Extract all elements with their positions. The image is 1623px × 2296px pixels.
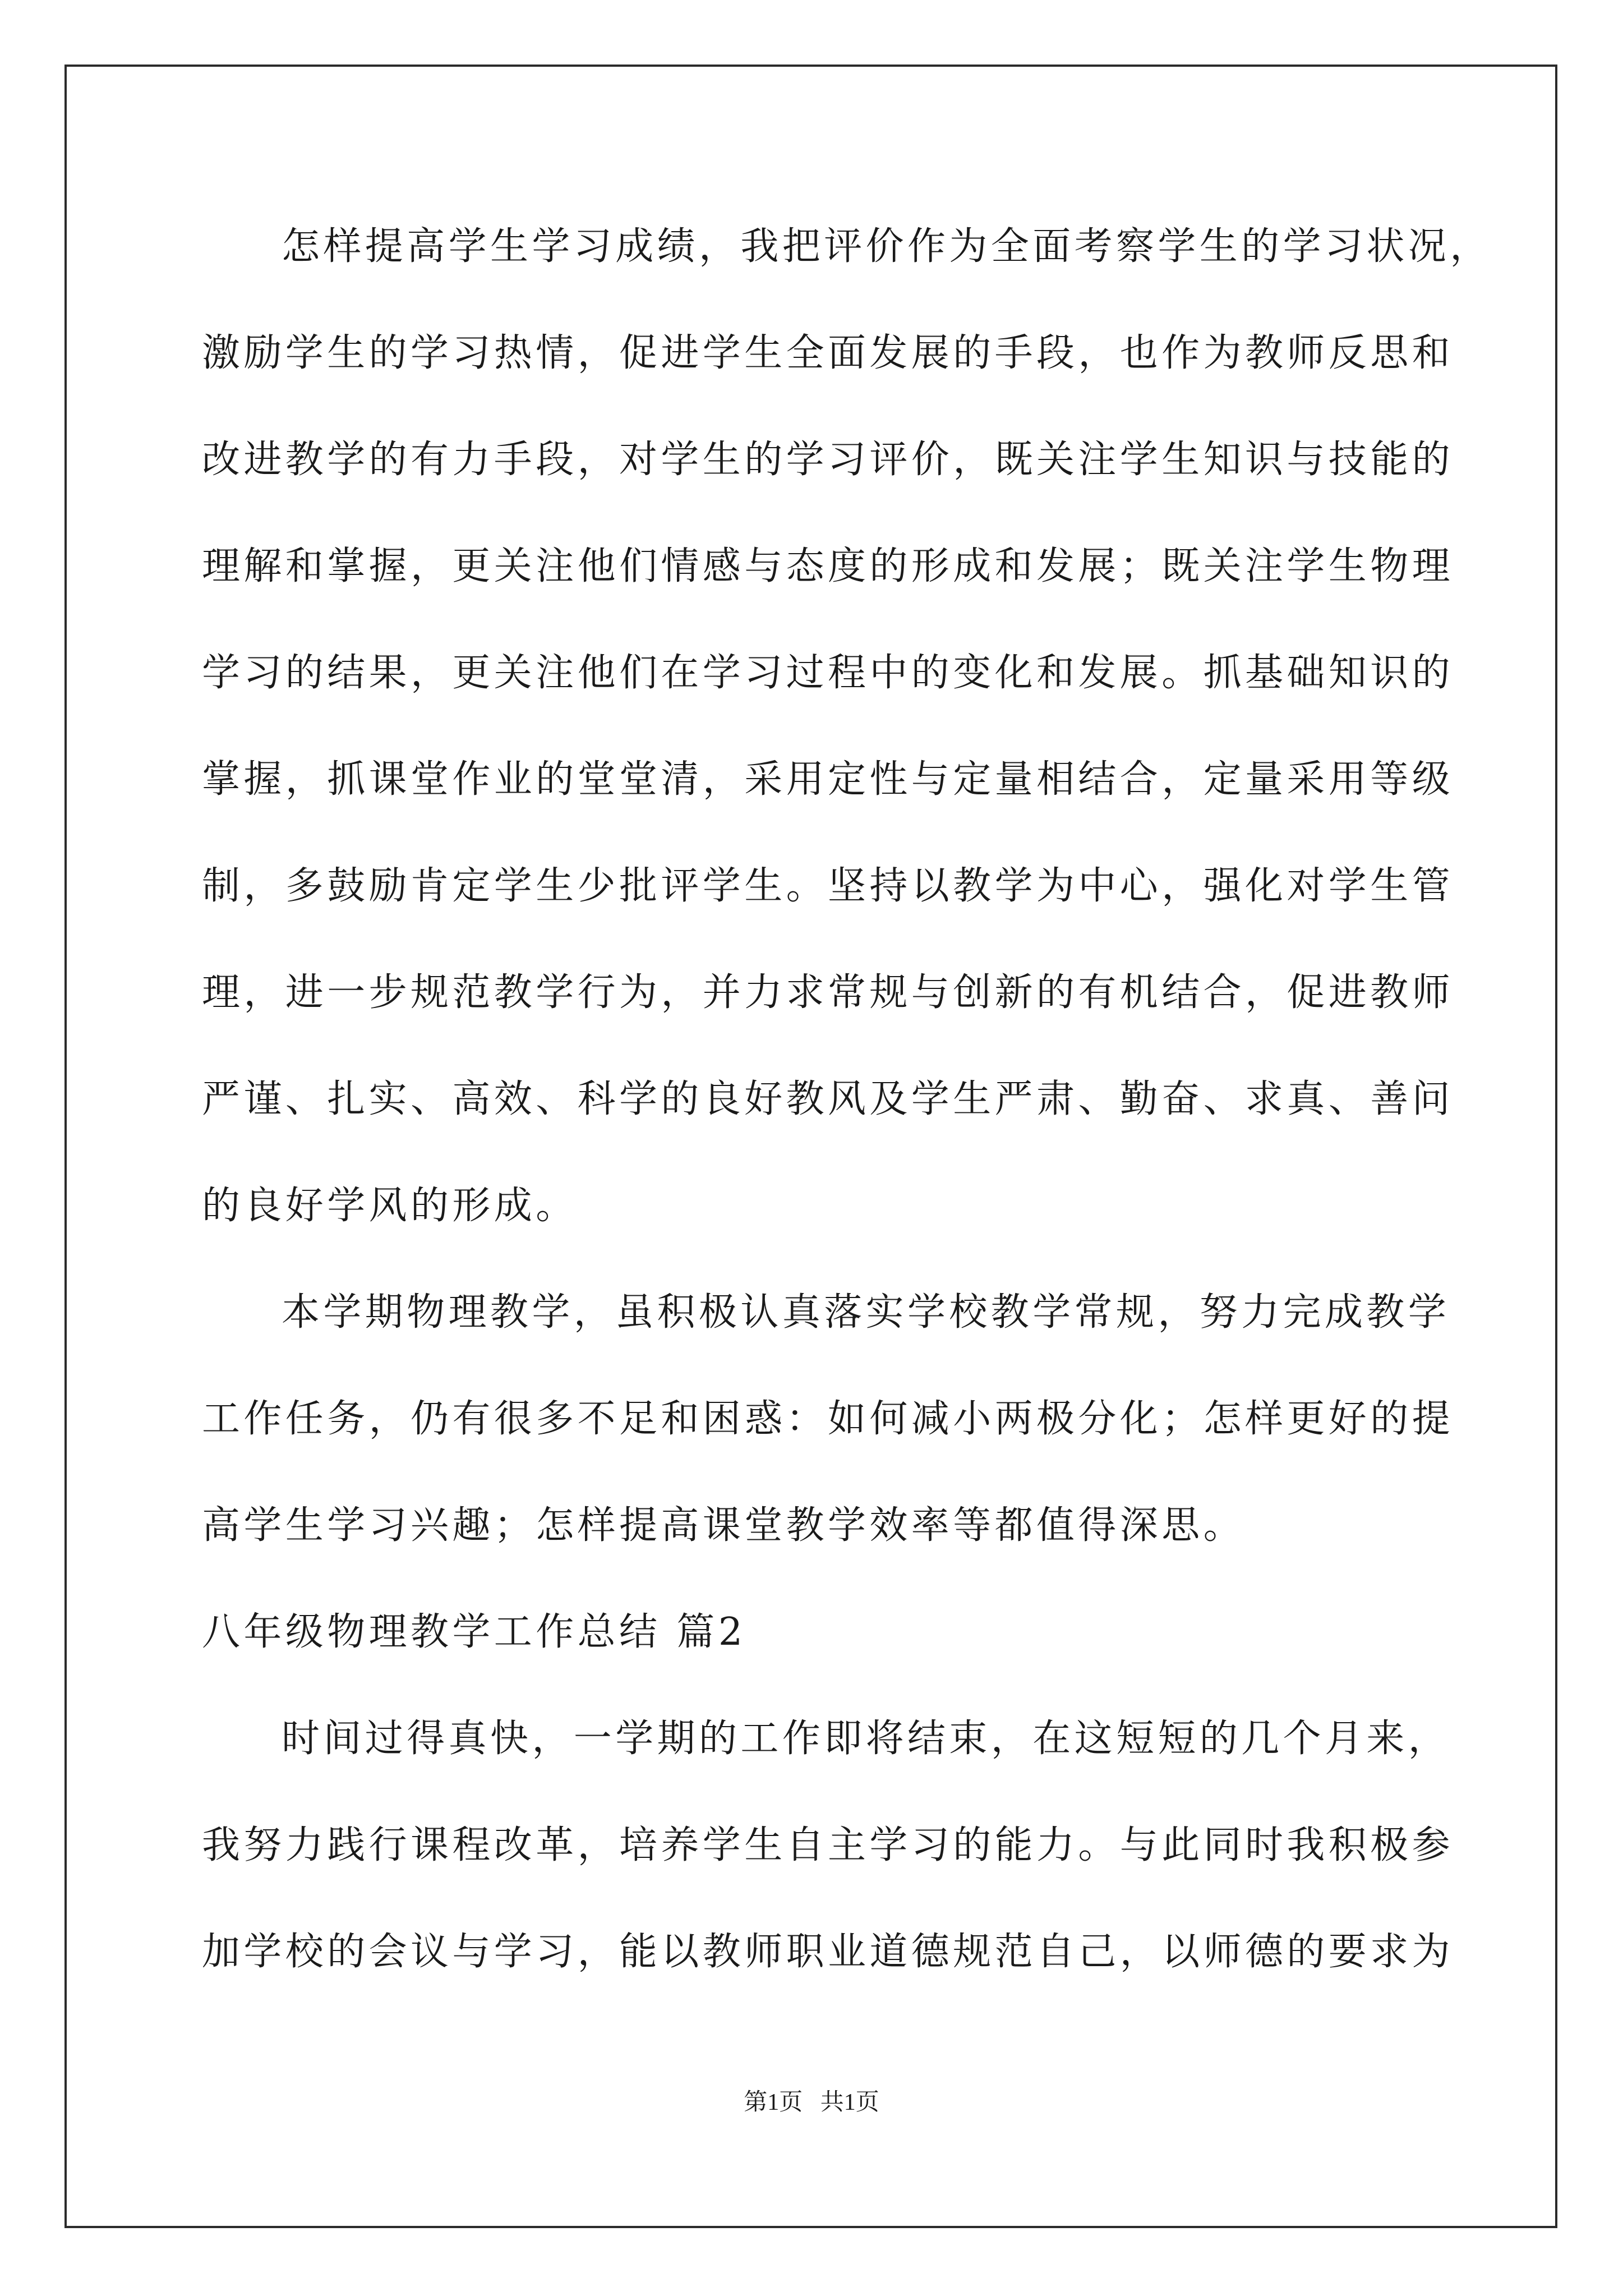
page-number: 第1页	[744, 2090, 803, 2115]
page-footer	[0, 2086, 1623, 2119]
paragraph-line: 时间过得真快，一学期的工作即将结束，在这短短的几个月来，	[282, 1717, 1450, 1761]
paragraph-line: 工作任务，仍有很多不足和困惑：如何减小两极分化；怎样更好的提	[202, 1397, 1454, 1441]
paragraph-line: 制，多鼓励肯定学生少批评学生。坚持以教学为中心，强化对学生管	[202, 864, 1454, 908]
paragraph-line: 高学生学习兴趣；怎样提高课堂教学效率等都值得深思。	[202, 1503, 1246, 1548]
footer-separator	[803, 2090, 820, 2115]
paragraph-line: 我努力践行课程改革，培养学生自主学习的能力。与此同时我积极参	[202, 1823, 1454, 1867]
paragraph-line: 怎样提高学生学习成绩，我把评价作为全面考察学生的学习状况，	[282, 224, 1492, 269]
page-total: 共1页	[820, 2090, 879, 2115]
section-heading: 八年级物理教学工作总结 篇2	[202, 1610, 746, 1654]
paragraph-line: 改进教学的有力手段，对学生的学习评价，既关注学生知识与技能的	[202, 438, 1454, 482]
paragraph-line: 的良好学风的形成。	[202, 1184, 578, 1228]
paragraph-line: 学习的结果，更关注他们在学习过程中的变化和发展。抓基础知识的	[202, 651, 1454, 695]
paragraph-line: 理解和掌握，更关注他们情感与态度的形成和发展；既关注学生物理	[202, 544, 1454, 588]
paragraph-line: 本学期物理教学，虽积极认真落实学校教学常规，努力完成教学	[282, 1290, 1450, 1335]
page-frame	[64, 65, 1557, 2228]
paragraph-line: 严谨、扎实、高效、科学的良好教风及学生严肃、勤奋、求真、善问	[202, 1077, 1454, 1121]
paragraph-line: 激励学生的学习热情，促进学生全面发展的手段，也作为教师反思和	[202, 331, 1454, 375]
paragraph-line: 理，进一步规范教学行为，并力求常规与创新的有机结合，促进教师	[202, 970, 1454, 1015]
paragraph-line: 掌握，抓课堂作业的堂堂清，采用定性与定量相结合，定量采用等级	[202, 757, 1454, 802]
paragraph-line: 加学校的会议与学习，能以教师职业道德规范自己，以师德的要求为	[202, 1930, 1454, 1974]
